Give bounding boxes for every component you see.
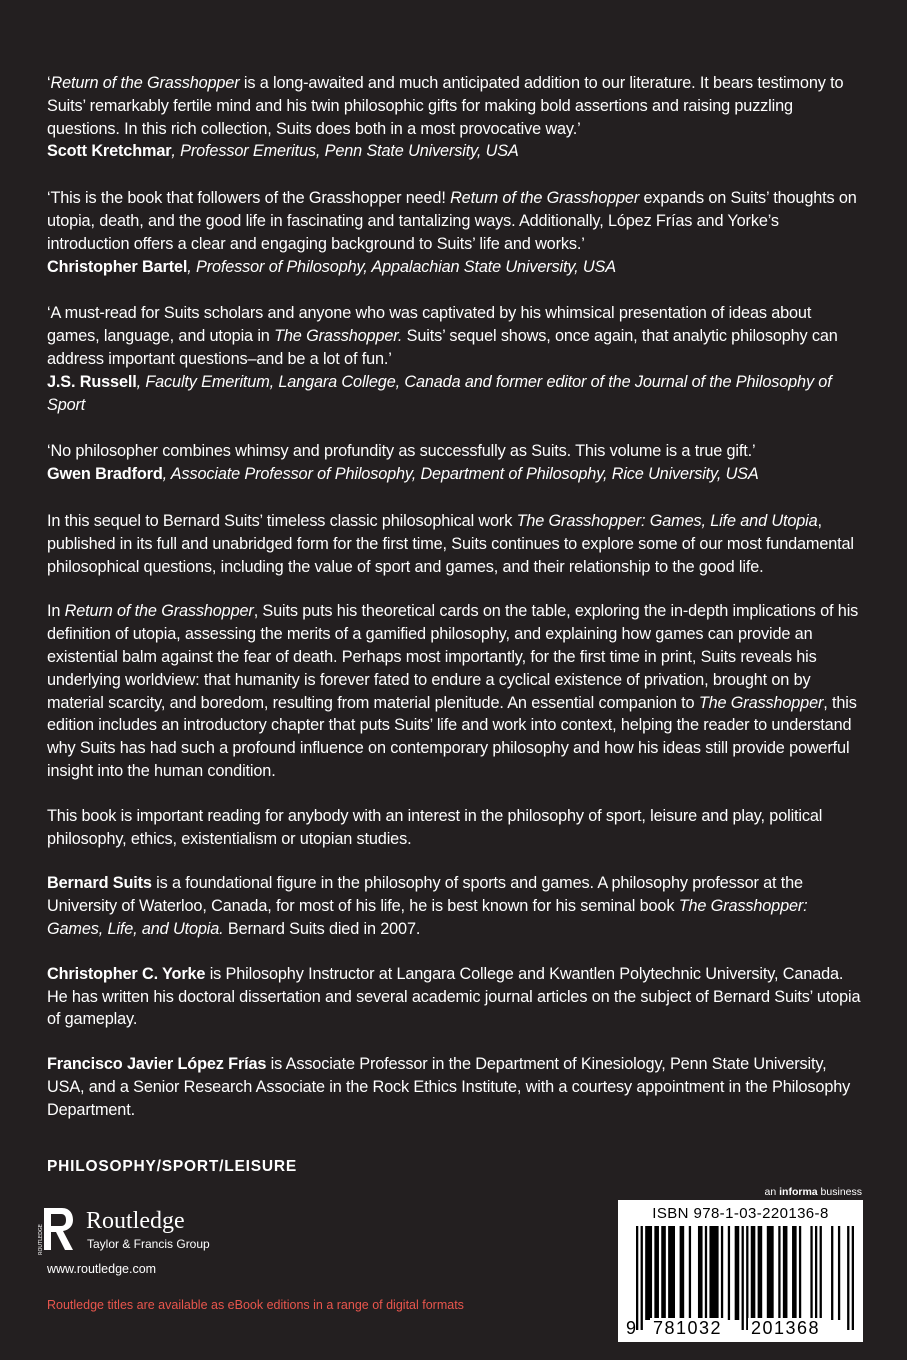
informa-prefix: an (764, 1186, 780, 1198)
author-bio (47, 963, 865, 1031)
text-run: is Philosophy Instructor at Langara College and Kwantlen Polytechnic University, Canada. He has written his doctoral dissertation and several academic journal articles on the subject of Bernard Suits’ utopia of gameplay. (47, 964, 861, 1029)
barcode-bar (810, 1226, 812, 1320)
endorsement (47, 72, 865, 163)
routledge-logo-icon (40, 1204, 76, 1256)
endorser-name: Scott Kretchmar (47, 142, 172, 161)
barcode-bar (792, 1226, 797, 1320)
description (47, 510, 865, 850)
endorser-name: J.S. Russell (47, 372, 137, 391)
barcode-bar (705, 1226, 707, 1320)
title-italic: Return of the Grasshopper (50, 74, 240, 92)
barcode-bar (783, 1226, 788, 1320)
barcode-bar (641, 1226, 643, 1330)
endorser-affiliation: , Professor of Philosophy, Appalachian State University, USA (187, 257, 616, 276)
description-paragraph (47, 805, 865, 851)
isbn-barcode (618, 1200, 863, 1342)
text-run: , published in its full and unabridged form for the first time, Suits continues to explore some of our most fundamental philosophical questions, including the value of sport and games, and their relationship to the good life. (47, 511, 854, 576)
barcode-bar (654, 1226, 659, 1320)
person-name: Bernard Suits (47, 874, 152, 893)
informa-tagline (765, 1186, 862, 1198)
text-run: , this edition includes an introductory chapter that puts Suits’ life and work into context, helping the reader to understand why Suits has had such a profound influence on contemporary philosophy and how his ideas still provide powerful insight into the human condition. (47, 693, 857, 780)
endorsement (47, 302, 865, 416)
endorser-affiliation: , Professor Emeritus, Penn State University, USA (171, 142, 519, 161)
endorser-name: Christopher Bartel (47, 257, 188, 276)
informa-suffix: business (817, 1186, 862, 1198)
endorsement-attribution (47, 463, 865, 486)
text-run: is a long-awaited and much anticipated addition to our literature. It bears testimony to Suits’ remarkably fertile mind and his twin philosophic gifts for making bold assertions and raising puzzling questions. In this rich collection, Suits does both in a most provocative way.’ (47, 74, 844, 138)
text-run: In (47, 602, 65, 621)
barcode-bar (721, 1226, 723, 1320)
text-run: ‘ (47, 74, 51, 92)
barcode-bar (709, 1226, 718, 1320)
title-italic: The Grasshopper: Games, Life, and Utopia. (47, 897, 808, 938)
title-italic: The Grasshopper: Games, Life and Utopia (516, 511, 818, 530)
author-bios (47, 872, 865, 1121)
barcode-bar (758, 1226, 763, 1320)
subject-category: PHILOSOPHY/SPORT/LEISURE (47, 1158, 298, 1175)
text-run: This book is important reading for anybody with an interest in the philosophy of sport, leisure and play, political philosophy, ethics, existentialism or utopian studies. (47, 806, 823, 848)
barcode-bar (751, 1226, 756, 1320)
barcode-bar (645, 1226, 652, 1320)
endorsements (47, 72, 865, 486)
isbn-label: ISBN 978-1-03-220136-8 (652, 1205, 829, 1222)
publisher-logo (40, 1204, 260, 1264)
barcode-first-digit: 9 (626, 1318, 638, 1338)
ebook-note: Routledge titles are available as eBook editions in a range of digital formats (47, 1298, 464, 1312)
barcode-bar (815, 1226, 817, 1320)
barcode-bar (689, 1226, 691, 1320)
text-run: In this sequel to Bernard Suits’ timeless classic philosophical work (47, 511, 517, 530)
endorser-affiliation: , Associate Professor of Philosophy, Department of Philosophy, Rice University, USA (162, 465, 759, 484)
title-italic: Return of the Grasshopper (64, 602, 254, 621)
endorsement (47, 440, 865, 486)
text-run: expands on Suits’ thoughts on utopia, death, and the good life in fascinating and tantalizing ways. Additionally, López Frías and Yorke’s introduction offers a clear and engaging background to Suits’ life and works.’ (47, 189, 857, 253)
text-run: is Associate Professor in the Department of Kinesiology, Penn State University, USA, and a Senior Research Associate in the Rock Ethics Institute, with a courtesy appointment in the Philosophy Department. (47, 1055, 851, 1119)
barcode-bar (680, 1226, 685, 1320)
barcode-bar (820, 1226, 822, 1320)
informa-brand: informa (779, 1186, 818, 1198)
barcode-bar (847, 1226, 849, 1330)
barcode-bar (746, 1226, 748, 1330)
publisher-name: Routledge (86, 1208, 185, 1234)
barcode-bars (636, 1226, 854, 1330)
barcode-bar (852, 1226, 854, 1330)
publisher-group: Taylor & Francis Group (87, 1237, 210, 1251)
title-italic: The Grasshopper. (274, 327, 403, 346)
cover-text (47, 72, 865, 1143)
description-paragraph (47, 600, 865, 782)
endorser-affiliation: , Faculty Emeritum, Langara College, Canada and former editor of the Journal of the Philosophy of Sport (47, 372, 832, 414)
title-italic: Return of the Grasshopper (450, 189, 640, 208)
barcode-bar (742, 1226, 744, 1330)
barcode-bar (831, 1226, 833, 1320)
endorsement-quote (47, 72, 865, 140)
description-paragraph (47, 510, 865, 578)
endorsement-quote (47, 187, 865, 255)
person-name: Francisco Javier López Frías (47, 1055, 267, 1074)
barcode-bar (636, 1226, 638, 1330)
author-bio (47, 1053, 865, 1121)
barcode-bar (668, 1226, 675, 1320)
text-run: is a foundational figure in the philosophy of sports and games. A philosophy professor at the University of Waterloo, Canada, for most of his life, he is best known for his seminal book (47, 874, 803, 916)
text-run: ‘A must-read for Suits scholars and anyone who was captivated by his whimsical presentation of ideas about games, language, and utopia in (47, 304, 812, 346)
endorsement (47, 187, 865, 278)
endorsement-attribution (47, 256, 865, 279)
endorsement-attribution (47, 371, 865, 417)
publisher-website[interactable]: www.routledge.com (47, 1262, 157, 1276)
endorsement-quote (47, 440, 865, 463)
barcode-bar (698, 1226, 703, 1320)
barcode-bar (838, 1226, 840, 1320)
barcode-left-digits: 781032 (650, 1318, 725, 1338)
endorser-name: Gwen Bradford (47, 465, 163, 484)
barcode-bar (735, 1226, 740, 1320)
barcode-right-digits: 201368 (748, 1318, 823, 1338)
barcode-bar (778, 1226, 780, 1320)
text-run: ‘No philosopher combines whimsy and profundity as successfully as Suits. This volume is a true gift.’ (47, 442, 756, 461)
author-bio (47, 872, 865, 940)
barcode-bar (799, 1226, 801, 1320)
text-run: Suits’ sequel shows, once again, that analytic philosophy can address important questions–and be a lot of fun.’ (47, 327, 838, 368)
endorsement-attribution (47, 140, 865, 163)
endorsement-quote (47, 302, 865, 370)
person-name: Christopher C. Yorke (47, 964, 206, 983)
title-italic: The Grasshopper (698, 693, 824, 712)
text-run: ‘This is the book that followers of the Grasshopper need! (47, 189, 451, 208)
text-run: Bernard Suits died in 2007. (223, 919, 421, 938)
barcode-bar (728, 1226, 730, 1320)
barcode-bar (767, 1226, 774, 1320)
barcode-bar (661, 1226, 666, 1320)
svg-text:ROUTLEDGE: ROUTLEDGE (38, 1224, 44, 1255)
text-run: , Suits puts his theoretical cards on the table, exploring the in-depth implications of his definition of utopia, assessing the merits of a gamified philosophy, and explaining how games can provide an existential balm against the fear of death. Perhaps most importantly, for the first time in print, Suits reveals his underlying worldview: that humanity is forever fated to endure a cyclical existence of privation, brought on by material scarcity, and boredom, resulting from material plenitude. An essential companion to (47, 602, 859, 712)
